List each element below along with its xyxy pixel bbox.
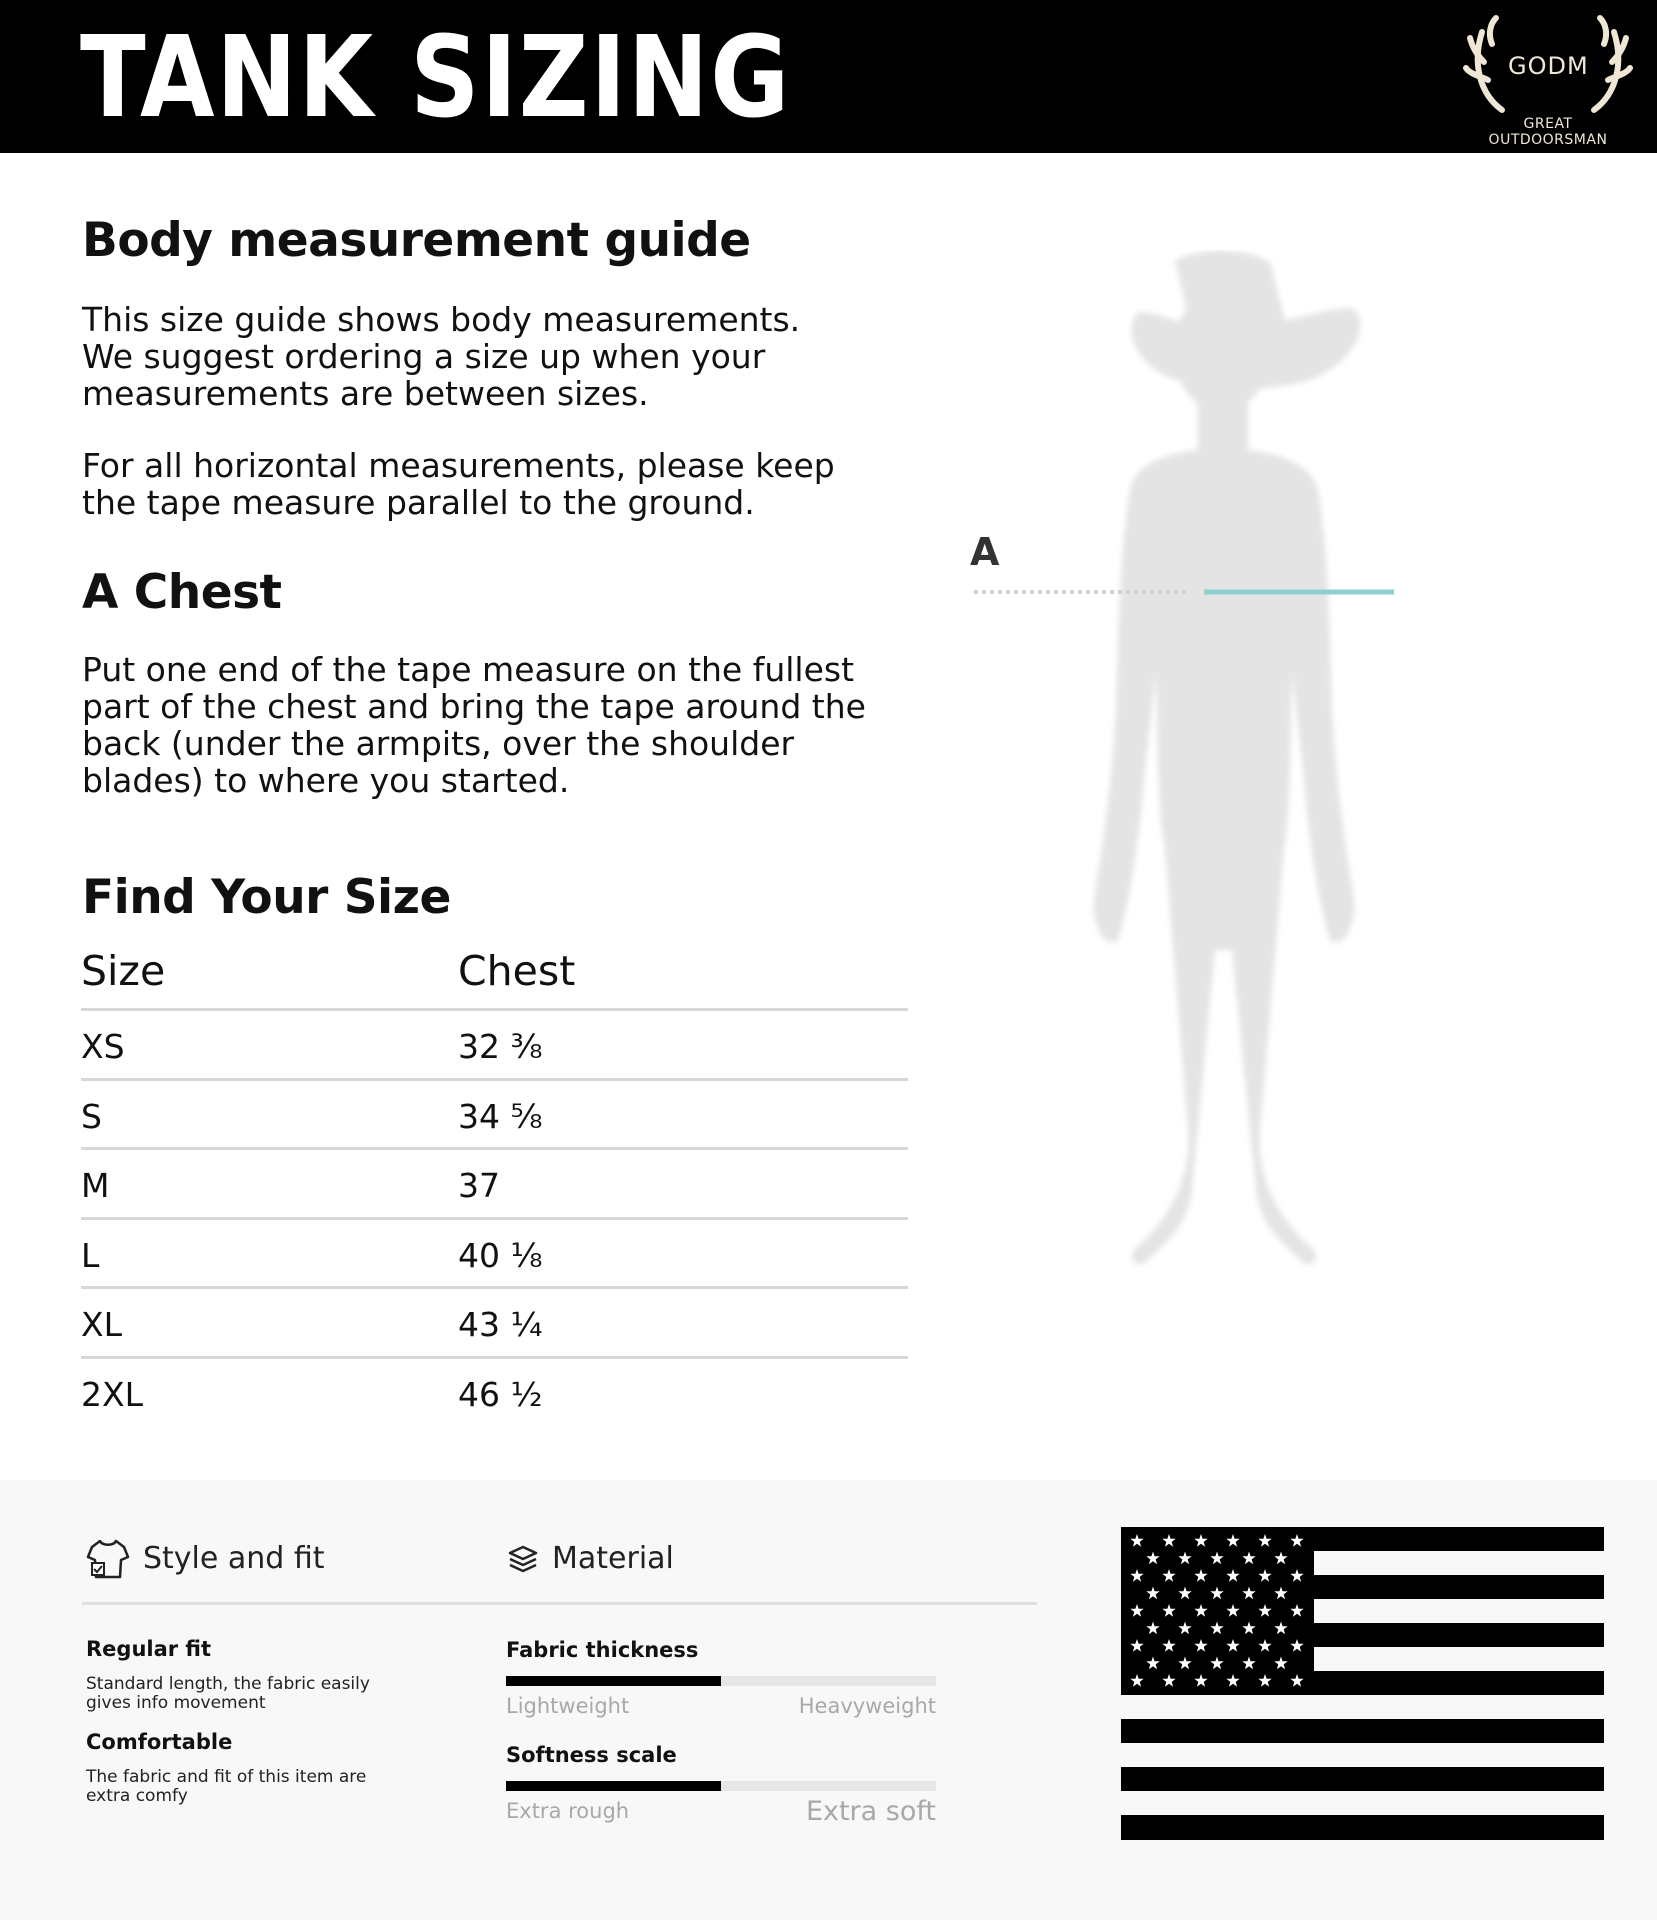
guide-paragraph-2: For all horizontal measurements, please keep the tape measure parallel to the ground. <box>82 446 835 522</box>
chest-cell: 43 ¼ <box>458 1305 543 1344</box>
chest-cell: 40 ⅛ <box>458 1235 543 1275</box>
table-row <box>81 1150 908 1220</box>
tab-style-label: Style and fit <box>143 1541 325 1576</box>
page-title: TANK SIZING <box>80 13 792 143</box>
table-row <box>81 1220 908 1290</box>
scale-low-softness: Extra rough <box>506 1799 630 1823</box>
feature-desc-comfortable: The fabric and fit of this item are extra comfy <box>86 1767 367 1806</box>
table-row <box>81 1011 908 1081</box>
layers-icon <box>506 1543 540 1577</box>
size-cell: S <box>81 1096 102 1136</box>
tab-material-label: Material <box>552 1541 674 1576</box>
scale-high-thickness: Heavyweight <box>798 1694 936 1718</box>
chest-cell: 37 <box>458 1166 500 1205</box>
guide-heading: Body measurement guide <box>82 213 751 268</box>
size-cell: M <box>81 1166 110 1205</box>
chest-cell: 32 ⅜ <box>458 1027 543 1066</box>
measure-marker-label: A <box>970 530 1000 574</box>
feature-desc-regular-fit: Standard length, the fabric easily gives info movement <box>86 1674 370 1713</box>
table-header-row <box>81 943 908 1011</box>
logo-mark: GODM <box>1508 52 1589 80</box>
us-flag-icon <box>1121 1527 1604 1840</box>
chest-paragraph: Put one end of the tape measure on the fullest part of the chest and bring the tape around the back (under the armpits, over the shoulder blades) to where you started. <box>82 650 866 800</box>
size-cell: XS <box>81 1027 125 1066</box>
scale-fill-softness <box>506 1781 721 1791</box>
feature-title-regular-fit: Regular fit <box>86 1637 212 1661</box>
body-silhouette-figure <box>960 250 1480 1360</box>
size-cell: XL <box>81 1305 122 1344</box>
tab-divider <box>82 1602 1037 1605</box>
size-table <box>81 943 908 1428</box>
chest-cell: 34 ⅝ <box>458 1096 543 1136</box>
header-size: Size <box>81 947 166 995</box>
header-chest: Chest <box>458 947 576 995</box>
table-row <box>81 1289 908 1359</box>
scale-bar-softness <box>506 1781 936 1791</box>
chest-heading: A Chest <box>82 565 282 620</box>
table-row <box>81 1359 908 1429</box>
scale-bar-thickness <box>506 1676 936 1686</box>
scale-title-softness: Softness scale <box>506 1743 677 1767</box>
chest-cell: 46 ½ <box>458 1374 543 1414</box>
table-row <box>81 1081 908 1151</box>
size-table-heading: Find Your Size <box>82 870 451 925</box>
size-cell: 2XL <box>81 1374 143 1414</box>
tshirt-check-icon <box>86 1537 130 1581</box>
guide-paragraph-1: This size guide shows body measurements. We suggest ordering a size up when your measurements are between sizes. <box>82 300 801 413</box>
brand-logo <box>1462 14 1634 148</box>
feature-title-comfortable: Comfortable <box>86 1730 233 1754</box>
logo-subtitle: GREAT OUTDOORSMAN <box>1488 116 1608 148</box>
scale-title-thickness: Fabric thickness <box>506 1638 699 1662</box>
size-cell: L <box>81 1235 100 1275</box>
scale-fill-thickness <box>506 1676 721 1686</box>
scale-high-softness: Extra soft <box>805 1796 936 1827</box>
scale-low-thickness: Lightweight <box>506 1694 630 1718</box>
header-banner <box>0 0 1657 153</box>
